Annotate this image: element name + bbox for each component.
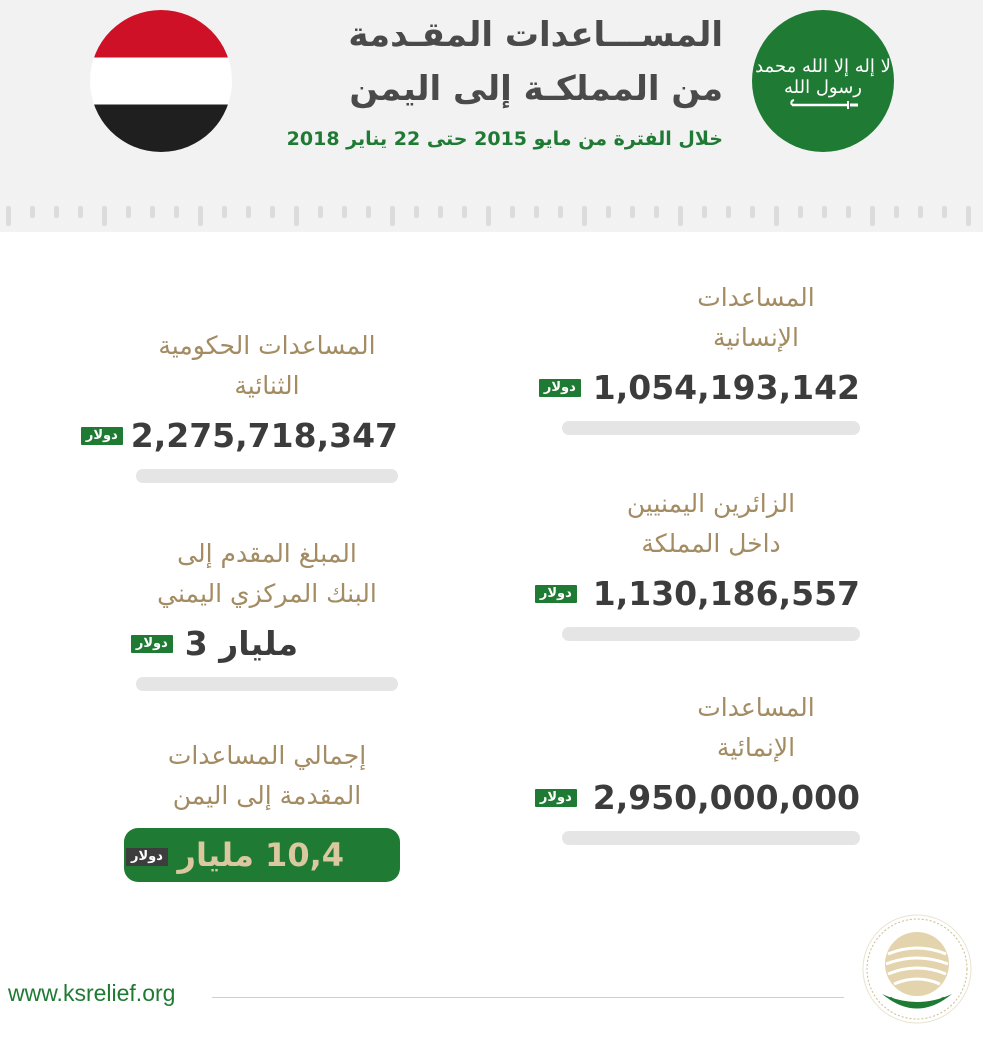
- divider-tick: [798, 206, 803, 218]
- central-bank-label: المبلغ المقدم إلى البنك المركزي اليمني: [157, 539, 377, 608]
- currency-badge: دولار: [539, 379, 581, 397]
- sword-icon: [788, 98, 860, 112]
- visitors-bar: [562, 627, 860, 641]
- divider-tick: [126, 206, 131, 218]
- divider-tick: [150, 206, 155, 218]
- government-block: [85, 326, 398, 483]
- total-block: [136, 736, 398, 816]
- development-amount: 2,950,000,000: [592, 778, 860, 817]
- divider-tick: [918, 206, 923, 218]
- divider-tick: [366, 206, 371, 218]
- divider-tick: [606, 206, 611, 218]
- government-label: المساعدات الحكومية الثنائية: [158, 331, 376, 400]
- total-amount: 10,4 مليار: [177, 836, 344, 874]
- period-subtitle: خلال الفترة من مايو 2015 حتى 22 يناير 2018: [286, 128, 723, 150]
- saudi-flag-script: لا إله إلا الله محمد رسول الله: [755, 56, 891, 98]
- divider-tick: [390, 206, 395, 226]
- visitors-amount: 1,130,186,557: [592, 574, 860, 613]
- divider-tick: [510, 206, 515, 218]
- divider-tick: [438, 206, 443, 218]
- divider-tick: [774, 206, 779, 226]
- divider-tick: [54, 206, 59, 218]
- total-amount-box: [124, 828, 400, 882]
- divider-tick: [726, 206, 731, 218]
- development-block: [539, 688, 860, 845]
- divider-tick: [894, 206, 899, 218]
- divider-tick: [486, 206, 491, 226]
- divider-tick: [750, 206, 755, 218]
- divider-tick: [102, 206, 107, 226]
- saudi-flag-icon: [752, 10, 894, 152]
- currency-badge: دولار: [131, 635, 173, 653]
- currency-badge: دولار: [535, 789, 577, 807]
- divider-tick: [318, 206, 323, 218]
- divider-tick: [630, 206, 635, 218]
- yemen-flag-icon: [90, 10, 232, 152]
- humanitarian-amount: 1,054,193,142: [592, 368, 860, 407]
- humanitarian-bar: [562, 421, 860, 435]
- humanitarian-block: [543, 278, 860, 435]
- divider-tick: [462, 206, 467, 218]
- central-bank-amount-row: [136, 624, 398, 663]
- government-amount-row: [85, 416, 398, 455]
- divider-tick: [654, 206, 659, 218]
- divider-tick: [78, 206, 83, 218]
- humanitarian-label: المساعدات الإنسانية: [697, 283, 815, 352]
- central-bank-block: [136, 534, 398, 691]
- divider-tick: [246, 206, 251, 218]
- divider-tick: [582, 206, 587, 226]
- visitors-label: الزائرين اليمنيين داخل المملكة: [626, 489, 796, 558]
- title-line-1: المســـاعدات المقـدمة: [348, 15, 723, 55]
- divider-tick: [966, 206, 971, 226]
- total-currency-badge: دولار: [126, 848, 168, 866]
- development-bar: [562, 831, 860, 845]
- divider-tick: [342, 206, 347, 218]
- divider-tick: [222, 206, 227, 218]
- footer-divider: [212, 997, 844, 998]
- divider-tick: [822, 206, 827, 218]
- divider-tick: [942, 206, 947, 218]
- divider-tick: [678, 206, 683, 226]
- total-label: إجمالي المساعدات المقدمة إلى اليمن: [167, 741, 367, 810]
- title-line-2: من المملكـة إلى اليمن: [349, 69, 723, 109]
- visitors-block: [539, 484, 860, 641]
- divider-tick: [414, 206, 419, 218]
- central-bank-amount: 3 مليار: [184, 624, 298, 663]
- currency-badge: دولار: [535, 585, 577, 603]
- development-amount-row: [539, 778, 860, 817]
- divider-tick: [702, 206, 707, 218]
- development-label: المساعدات الإنمائية: [697, 693, 815, 762]
- visitors-amount-row: [539, 574, 860, 613]
- government-amount: 2,275,718,347: [130, 416, 398, 455]
- divider-ticks: [0, 206, 983, 246]
- divider-tick: [198, 206, 203, 226]
- humanitarian-amount-row: [543, 368, 860, 407]
- currency-badge: دولار: [81, 427, 123, 445]
- divider-tick: [174, 206, 179, 218]
- page-title: [263, 8, 723, 116]
- website-link[interactable]: www.ksrelief.org: [8, 980, 176, 1006]
- divider-tick: [534, 206, 539, 218]
- divider-tick: [270, 206, 275, 218]
- divider-tick: [294, 206, 299, 226]
- government-bar: [136, 469, 398, 483]
- divider-tick: [870, 206, 875, 226]
- divider-tick: [846, 206, 851, 218]
- divider-tick: [30, 206, 35, 218]
- divider-tick: [558, 206, 563, 218]
- central-bank-bar: [136, 677, 398, 691]
- ksrelief-logo-icon: [860, 912, 974, 1026]
- divider-tick: [6, 206, 11, 226]
